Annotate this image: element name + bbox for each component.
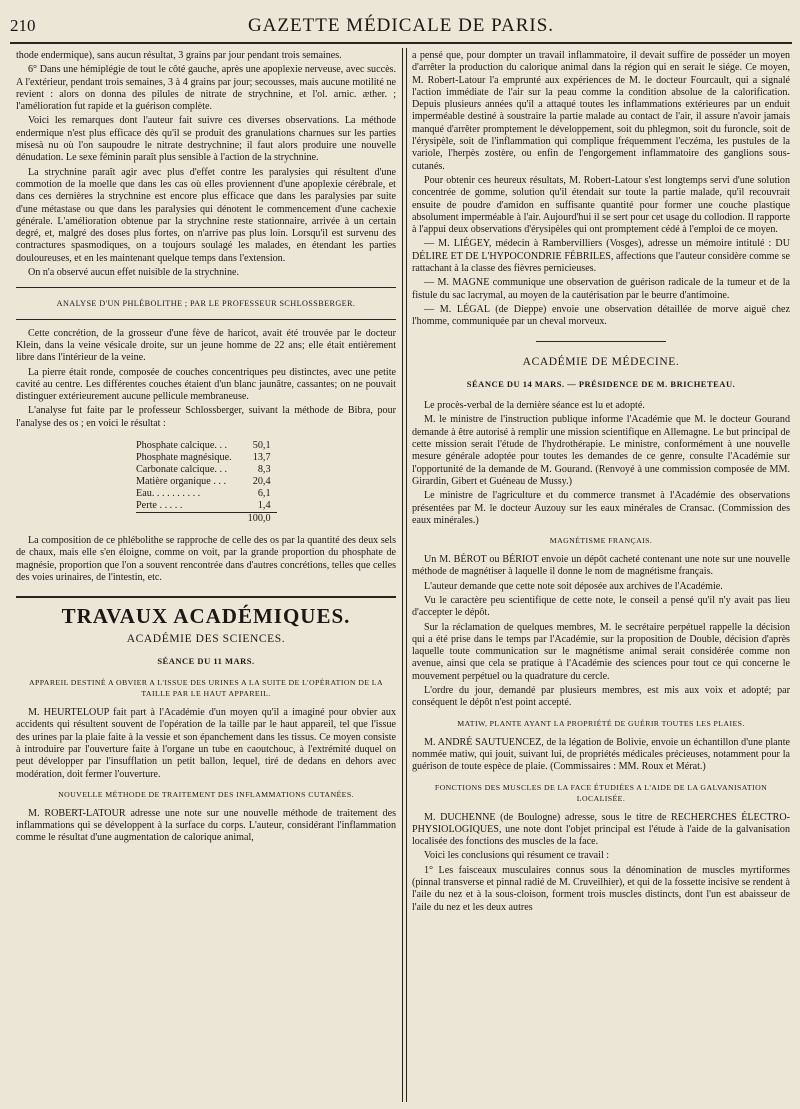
paragraph: M. ANDRÉ SAUTUENCEZ, de la légation de Bolivie, envoie un échantillon d'une plante nommée matiw, qui jouit, suivant lui, de propriétés médicales précieuses, notamment pour la guérison de toute espèce de plaie. (Commissaires : MM. Roux et Mérat.)	[412, 736, 790, 773]
paragraph: Voici les conclusions qui résument ce travail :	[424, 850, 610, 862]
paragraph: La pierre était ronde, composée de couches concentriques peu distinctes, avec une petite cavité au centre. Les différentes couches étaient d'un blanc jaunâtre, cassantes; on ne pouvait distinguer extérieurement aucune pellicule membraneuse.	[16, 366, 396, 403]
row-label: Eau. . . . . . . . . .	[136, 488, 201, 500]
section-heading: ANALYSE D'UN PHLÉBOLITHE ; PAR LE PROFESSEUR SCHLOSSBERGER.	[56, 299, 356, 309]
row-label: Perte . . . . .	[136, 500, 183, 512]
paragraph: L'analyse fut faite par le professeur Schlossberger, suivant la méthode de Bibra, pour l'analyse des os ; en voici le résultat :	[16, 405, 396, 429]
divider	[536, 341, 666, 342]
section-heading: MATIW, PLANTE AYANT LA PROPRIÉTÉ DE GUÉRIR TOUTES LES PLAIES.	[457, 718, 745, 728]
row-label: Carbonate calcique. . .	[136, 464, 228, 476]
row-value: 50,1	[252, 440, 271, 452]
paragraph: Vu le caractère peu scientifique de cette note, le conseil a pensé qu'il n'y avait pas lieu d'accepter le dépôt.	[412, 594, 790, 619]
row-value: 13,7	[252, 452, 271, 464]
paragraph: M. DUCHENNE (de Boulogne) adresse, sous le titre de RECHERCHES ÉLECTRO-PHYSIOLOGIQUES, une note dont l'objet principal est l'étude à l'aide de la galvanisation localisée des fonctions des muscles de la face.	[412, 811, 790, 848]
row-value: 1,4	[257, 500, 271, 512]
table-row	[136, 500, 277, 513]
paragraph: L'ordre du jour, demandé par plusieurs membres, est mis aux voix et adopté; par conséquent le dépôt n'est point accepté.	[412, 685, 790, 709]
row-label: Phosphate magnésique.	[136, 452, 232, 464]
row-label: Phosphate calcique. . .	[136, 440, 228, 452]
paragraph: Le procès-verbal de la dernière séance est lu et adopté.	[424, 400, 645, 412]
section-heading: FONCTIONS DES MUSCLES DE LA FACE ÉTUDIÉES A L'AIDE DE LA GALVANISATION LOCALISÉE.	[434, 782, 768, 803]
paragraph: Pour obtenir ces heureux résultats, M. Robert-Latour s'est longtemps servi d'une solution concentrée de gomme, solution qu'il étendait sur toute la partie malade, qu'il recouvrait ensuite de poudre d'amidon en suffisante quantité pour former une couche plastique absolument imperméable à l'air. Aujourd'hui il se sert pour cet usage du collodion. Il rapporte à l'appui deux observations d'érysipèles qui ont promptement cédé à l'emploi de ce moyen.	[412, 174, 790, 236]
section-title: TRAVAUX ACADÉMIQUES.	[61, 604, 351, 629]
divider	[16, 319, 396, 320]
paragraph: 1° Les faisceaux musculaires connus sous la dénomination de muscles myrtiformes (pinnal transverse et pinnal radié de M. Cruveilhier), et qui de la fossette incisive se rendent à l'aile du nez et à la sous-cloison, forment trois muscles distincts, dont l'un est abaisseur de l'aile du nez et les deux autres	[412, 864, 790, 913]
table-total-row	[136, 513, 277, 526]
table-row	[136, 452, 277, 464]
divider	[16, 287, 396, 288]
paragraph: M. HEURTELOUP fait part à l'Académie d'un moyen qu'il a imaginé pour obvier aux accidents qui résultent souvent de l'opération de la taille par le haut appareil, tel que l'issue des urines par la plaie faite à la vessie et son épanchement dans les tissus. Ce moyen consiste à introduire par l'ouverture faite à l'organe un tube en caoutchouc, à l'extrémité duquel on peut développer par l'insufflation un petit ballon, lequel, tiré de dedans en dehors avec modération, doit fermer l'ouverture.	[16, 707, 396, 780]
analysis-table	[136, 440, 277, 525]
table-row	[136, 476, 277, 488]
section-separator	[16, 596, 396, 598]
row-value: 8,3	[257, 464, 271, 476]
table-row	[136, 488, 277, 500]
paragraph: 6° Dans une hémiplégie de tout le côté gauche, après une apoplexie nerveuse, avec succès. A l'extérieur, pendant trois semaines, 3 à 4 grains par jour; secousses, mais aucune motilité ne revient : alors on donna des pilules de nitrate de strychnine, et l'ol. arnic. æther. ; l'amélioration fut rapide et la guérison complète.	[16, 64, 396, 113]
academy-heading: ACADÉMIE DE MÉDECINE.	[522, 355, 680, 368]
paragraph: On n'a observé aucun effet nuisible de la strychnine.	[28, 267, 240, 279]
seance-heading: SÉANCE DU 14 MARS. — PRÉSIDENCE DE M. BRICHETEAU.	[466, 378, 736, 389]
paragraph: Voici les remarques dont l'auteur fait suivre ces diverses observations. La méthode endermique n'est plus efficace dès qu'il se produit des granulations charnues sur les parties misesà nu où l'on saupoudre le nitrate destrychnine; il faut alors produire une nouvelle dénudation. Le sexe féminin paraît plus sensible à l'action de la strychnine.	[16, 115, 396, 164]
table-row	[136, 464, 277, 476]
paragraph: M. le ministre de l'instruction publique informe l'Académie que M. le docteur Gourand demande à être autorisé à remplir une mission scientifique en Allemagne. Le but principal de cette mission serait l'étude de l'hydrothérapie. Le ministre, conformément à une nouvelle mesure générale adoptée pour toutes les demandes de ce genre, consulte l'Académie sur l'opportunité de la demande de M. Gourand. (Renvoyé à une commission composée de MM. Girardin, Gibert et Guéneau de Mussy.)	[412, 414, 790, 487]
total-value: 100,0	[238, 513, 277, 526]
paragraph: thode endermique), sans aucun résultat, 3 grains par jour pendant trois semaines.	[16, 50, 342, 61]
paragraph: La strychnine paraît agir avec plus d'effet contre les paralysies qui résultent d'une commotion de la moelle que dans les cas où elles proviennent d'une apoplexie cérébrale, et dans ces dernières la strychnine est encore plus efficace que dans les paralysies par suite d'une métastase ou que dans les paralysies qui dénotent le commencement d'une cachexie générale. L'amélioration obtenue par la strychnine reste stationnaire, arrivée à un certain degré, et, malgré des doses plus fortes, on n'arrive pas plus loin. Lorsqu'il est survenu des contractures spasmodiques, on a toujours soulagé les malades, en étendant les parties douloureuses, et en les maintenant quelque temps dans l'extension.	[16, 166, 396, 264]
paragraph: Un M. BÉROT ou BÉRIOT envoie un dépôt cacheté contenant une note sur une nouvelle méthode de magnétiser à laquelle il donne le nom de magnétisme français.	[412, 554, 790, 578]
page-number: 210	[10, 16, 36, 35]
column-divider	[402, 48, 407, 1102]
section-heading: MAGNÉTISME FRANÇAIS.	[549, 536, 653, 546]
paragraph: — M. LÉGAL (de Dieppe) envoie une observation détaillée de morve aiguë chez l'homme, communiquée par un cheval morveux.	[412, 303, 790, 328]
paragraph: L'auteur demande que cette note soit déposée aux archives de l'Académie.	[424, 580, 723, 592]
row-label: Matière organique . . .	[136, 476, 227, 488]
paragraph: a pensé que, pour dompter un travail inflammatoire, il devait suffire de posséder un moyen d'arrêter la production du calorique animal dans la région qui en serait le siége. Ce moyen, M. Robert-Latour l'a emprunté aux expériences de M. le docteur Fourcault, qui a signalé l'action immédiate de l'air sur la peau comme la condition absolue de la calorification. Depuis plusieurs années qu'il a attaqué toutes les inflammations extérieures par un enduit imperméable destiné à soustraire la partie malade au contact de l'air, il assure n'avoir jamais manqué d'arrêter promptement le développement, soit du phlegmon, soit du furoncle, soit de l'érysipèle, soit de l'inflammation qui complique fréquemment l'eczéma, les pustules de la variole, l'herpès zostère, ou enfin de l'engorgement inflammatoire des ganglions sous-cutanés.	[412, 50, 790, 172]
paragraph: Cette concrétion, de la grosseur d'une fève de haricot, avait été trouvée par le docteur Klein, dans la veine vésicale droite, sur un jeune homme de 22 ans; elle était entièrement libre dans l'intérieur de la veine.	[16, 327, 396, 364]
section-heading: NOUVELLE MÉTHODE DE TRAITEMENT DES INFLAMMATIONS CUTANÉES.	[58, 789, 354, 799]
paragraph: La composition de ce phlébolithe se rapproche de celle des os par la quantité des deux sels de chaux, mais elle s'en éloigne, comme on voit, par la grande proportion du phosphate de magnésie, proportion que l'on a souvent rencontrée dans d'autres concrétions, telles que celles des voies urinaires, de l'intestin, etc.	[16, 535, 396, 583]
paragraph: M. ROBERT-LATOUR adresse une note sur une nouvelle méthode de traitement des inflammations qui se développent à la surface du corps. L'auteur, considérant l'inflammation comme le résultat d'une augmentation de calorique animal,	[16, 807, 396, 844]
journal-title: GAZETTE MÉDICALE DE PARIS.	[247, 15, 555, 36]
row-value: 6,1	[257, 488, 271, 500]
left-column	[16, 50, 396, 1102]
paragraph: — M. MAGNE communique une observation de guérison radicale de la tumeur et de la fistule du sac lacrymal, au moyen de la cautérisation par le beurre d'antimoine.	[412, 277, 790, 301]
paragraph: Sur la réclamation de quelques membres, M. le secrétaire perpétuel rappelle la décision qui a été prise dans le temps par l'Académie, sur la proposition de Double, décision d'après laquelle toute communication sur le magnétisme animal serait considérée comme non avenue, ainsi que cela se pratique à l'Académie des sciences pour tout ce qui concerne le mouvement perpétuel ou la quadrature du cercle.	[412, 621, 790, 682]
academy-heading: ACADÉMIE DES SCIENCES.	[126, 632, 286, 645]
paragraph: — M. LIÉGEY, médecin à Rambervilliers (Vosges), adresse un mémoire intitulé : DU DÉLIRE ET DE L'HYPOCONDRIE FÉBRILES, affections que l'auteur considère comme se rattachant à la classe des fièvres pernicieuses.	[412, 238, 790, 275]
paragraph: Le ministre de l'agriculture et du commerce transmet à l'Académie des observations présentées par M. le docteur Auzouy sur les eaux minérales de Cransac. (Commission des eaux minérales.)	[412, 490, 790, 526]
table-row	[136, 440, 277, 452]
seance-heading: SÉANCE DU 11 MARS.	[157, 655, 255, 666]
right-column	[412, 50, 790, 1102]
section-heading: APPAREIL DESTINÉ A OBVIER A L'ISSUE DES URINES A LA SUITE DE L'OPÉRATION DE LA TAILLE PAR LE HAUT APPAREIL.	[29, 678, 383, 699]
row-value: 20,4	[252, 476, 271, 488]
page-header	[10, 14, 792, 44]
